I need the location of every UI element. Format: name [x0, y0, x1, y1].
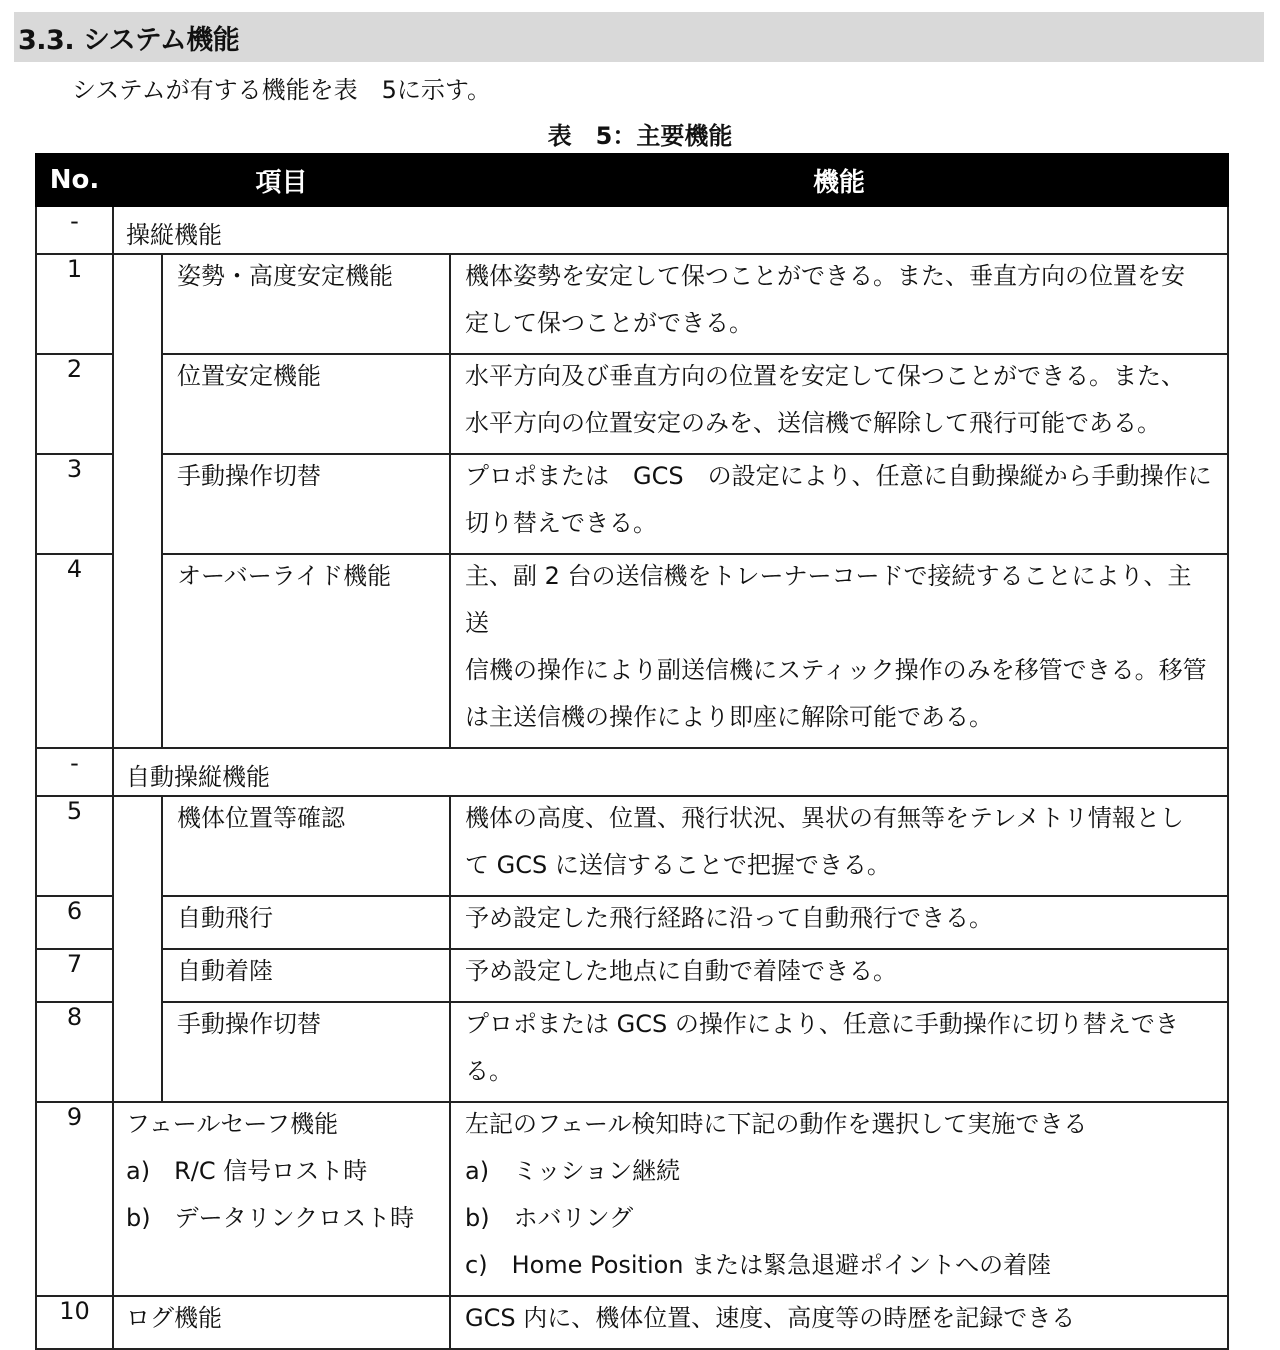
table-row — [36, 1102, 1228, 1296]
row-item: オーバーライド機能 — [177, 562, 392, 590]
func-line: a) ミッション継続 — [465, 1157, 681, 1185]
row-item: 手動操作切替 — [177, 1010, 321, 1038]
row-item-cell — [162, 454, 450, 554]
func-line: は主送信機の操作により即座に解除可能である。 — [465, 703, 994, 731]
row-func-cell — [450, 796, 1228, 896]
func-line: プロポまたは GCS の操作により、任意に手動操作に切り替えできる。 — [465, 1010, 1179, 1085]
indent-spacer — [113, 254, 162, 748]
row-no: 3 — [36, 454, 113, 554]
item-line: フェールセーフ機能 — [126, 1110, 339, 1138]
table-caption: 表 5：主要機能 — [547, 122, 733, 150]
row-item: 位置安定機能 — [177, 362, 321, 390]
func-line: 水平方向及び垂直方向の位置を安定して保つことができる。また、 — [465, 362, 1186, 390]
func-line: 予め設定した飛行経路に沿って自動飛行できる。 — [465, 904, 994, 932]
row-no: 5 — [36, 796, 113, 896]
row-item: 自動着陸 — [177, 957, 273, 985]
row-item: 姿勢・高度安定機能 — [177, 262, 393, 290]
func-line: 水平方向の位置安定のみを、送信機で解除して飛行可能である。 — [465, 409, 1162, 437]
row-item-cell — [162, 554, 450, 748]
row-item-cell — [162, 354, 450, 454]
group-no: - — [36, 748, 113, 796]
row-item-cell — [162, 796, 450, 896]
row-no: 4 — [36, 554, 113, 748]
row-item-cell — [162, 1002, 450, 1102]
section-title: 3.3. システム機能 — [18, 25, 240, 56]
row-no: 10 — [36, 1296, 113, 1349]
func-line: 信機の操作により副送信機にスティック操作のみを移管できる。移管 — [465, 656, 1207, 684]
header-func: 機能 — [450, 154, 1228, 206]
header-no: No. — [36, 154, 113, 206]
func-line: プロポまたは GCS の設定により、任意に自動操縦から手動操作に — [465, 462, 1212, 490]
row-no: 1 — [36, 254, 113, 354]
row-func-cell — [450, 254, 1228, 354]
group-no: - — [36, 206, 113, 254]
row-func-cell — [450, 1002, 1228, 1102]
func-line: GCS 内に、機体位置、速度、高度等の時歴を記録できる — [465, 1304, 1076, 1332]
row-no: 9 — [36, 1102, 113, 1296]
features-table — [35, 153, 1229, 1350]
table-header-row — [36, 154, 1228, 206]
table-row — [36, 1296, 1228, 1349]
row-no: 7 — [36, 949, 113, 1002]
row-item: 機体位置等確認 — [177, 804, 345, 832]
row-no: 6 — [36, 896, 113, 949]
intro-text: システムが有する機能を表 5に示す。 — [72, 76, 491, 104]
table-row — [36, 796, 1228, 896]
func-line: 機体の高度、位置、飛行状況、異状の有無等をテレメトリ情報とし — [465, 804, 1184, 832]
func-line: 左記のフェール検知時に下記の動作を選択して実施できる — [465, 1110, 1088, 1138]
table-row — [36, 1002, 1228, 1102]
table-row — [36, 554, 1228, 748]
func-line: b) ホバリング — [465, 1204, 634, 1232]
func-line: 主、副 2 台の送信機をトレーナーコードで接続することにより、主送 — [465, 562, 1192, 637]
row-item-cell — [113, 1296, 450, 1349]
func-line: て GCS に送信することで把握できる。 — [465, 851, 891, 879]
table-row — [36, 454, 1228, 554]
func-line: c) Home Position または緊急退避ポイントへの着陸 — [465, 1251, 1052, 1279]
row-func-cell — [450, 554, 1228, 748]
item-line: a) R/C 信号ロスト時 — [126, 1157, 368, 1185]
group-label: 自動操縦機能 — [126, 763, 270, 791]
row-func-cell — [450, 1296, 1228, 1349]
row-item-cell — [162, 254, 450, 354]
row-func-cell — [450, 354, 1228, 454]
indent-spacer — [113, 796, 162, 1102]
func-line: 定して保つことができる。 — [465, 309, 754, 337]
func-line: 機体姿勢を安定して保つことができる。また、垂直方向の位置を安 — [465, 262, 1186, 290]
row-func-cell — [450, 1102, 1228, 1296]
func-line: 予め設定した地点に自動で着陸できる。 — [465, 957, 898, 985]
group-label: 操縦機能 — [126, 221, 222, 249]
row-no: 2 — [36, 354, 113, 454]
row-item: 手動操作切替 — [177, 462, 321, 490]
row-item-cell — [113, 1102, 450, 1296]
table-row — [36, 254, 1228, 354]
row-item: ログ機能 — [126, 1304, 222, 1332]
item-line: b) データリンクロスト時 — [126, 1204, 415, 1232]
row-no: 8 — [36, 1002, 113, 1102]
func-line: 切り替えできる。 — [465, 509, 658, 537]
table-row — [36, 354, 1228, 454]
row-func-cell — [450, 454, 1228, 554]
header-item: 項目 — [113, 154, 450, 206]
row-item: 自動飛行 — [177, 904, 273, 932]
